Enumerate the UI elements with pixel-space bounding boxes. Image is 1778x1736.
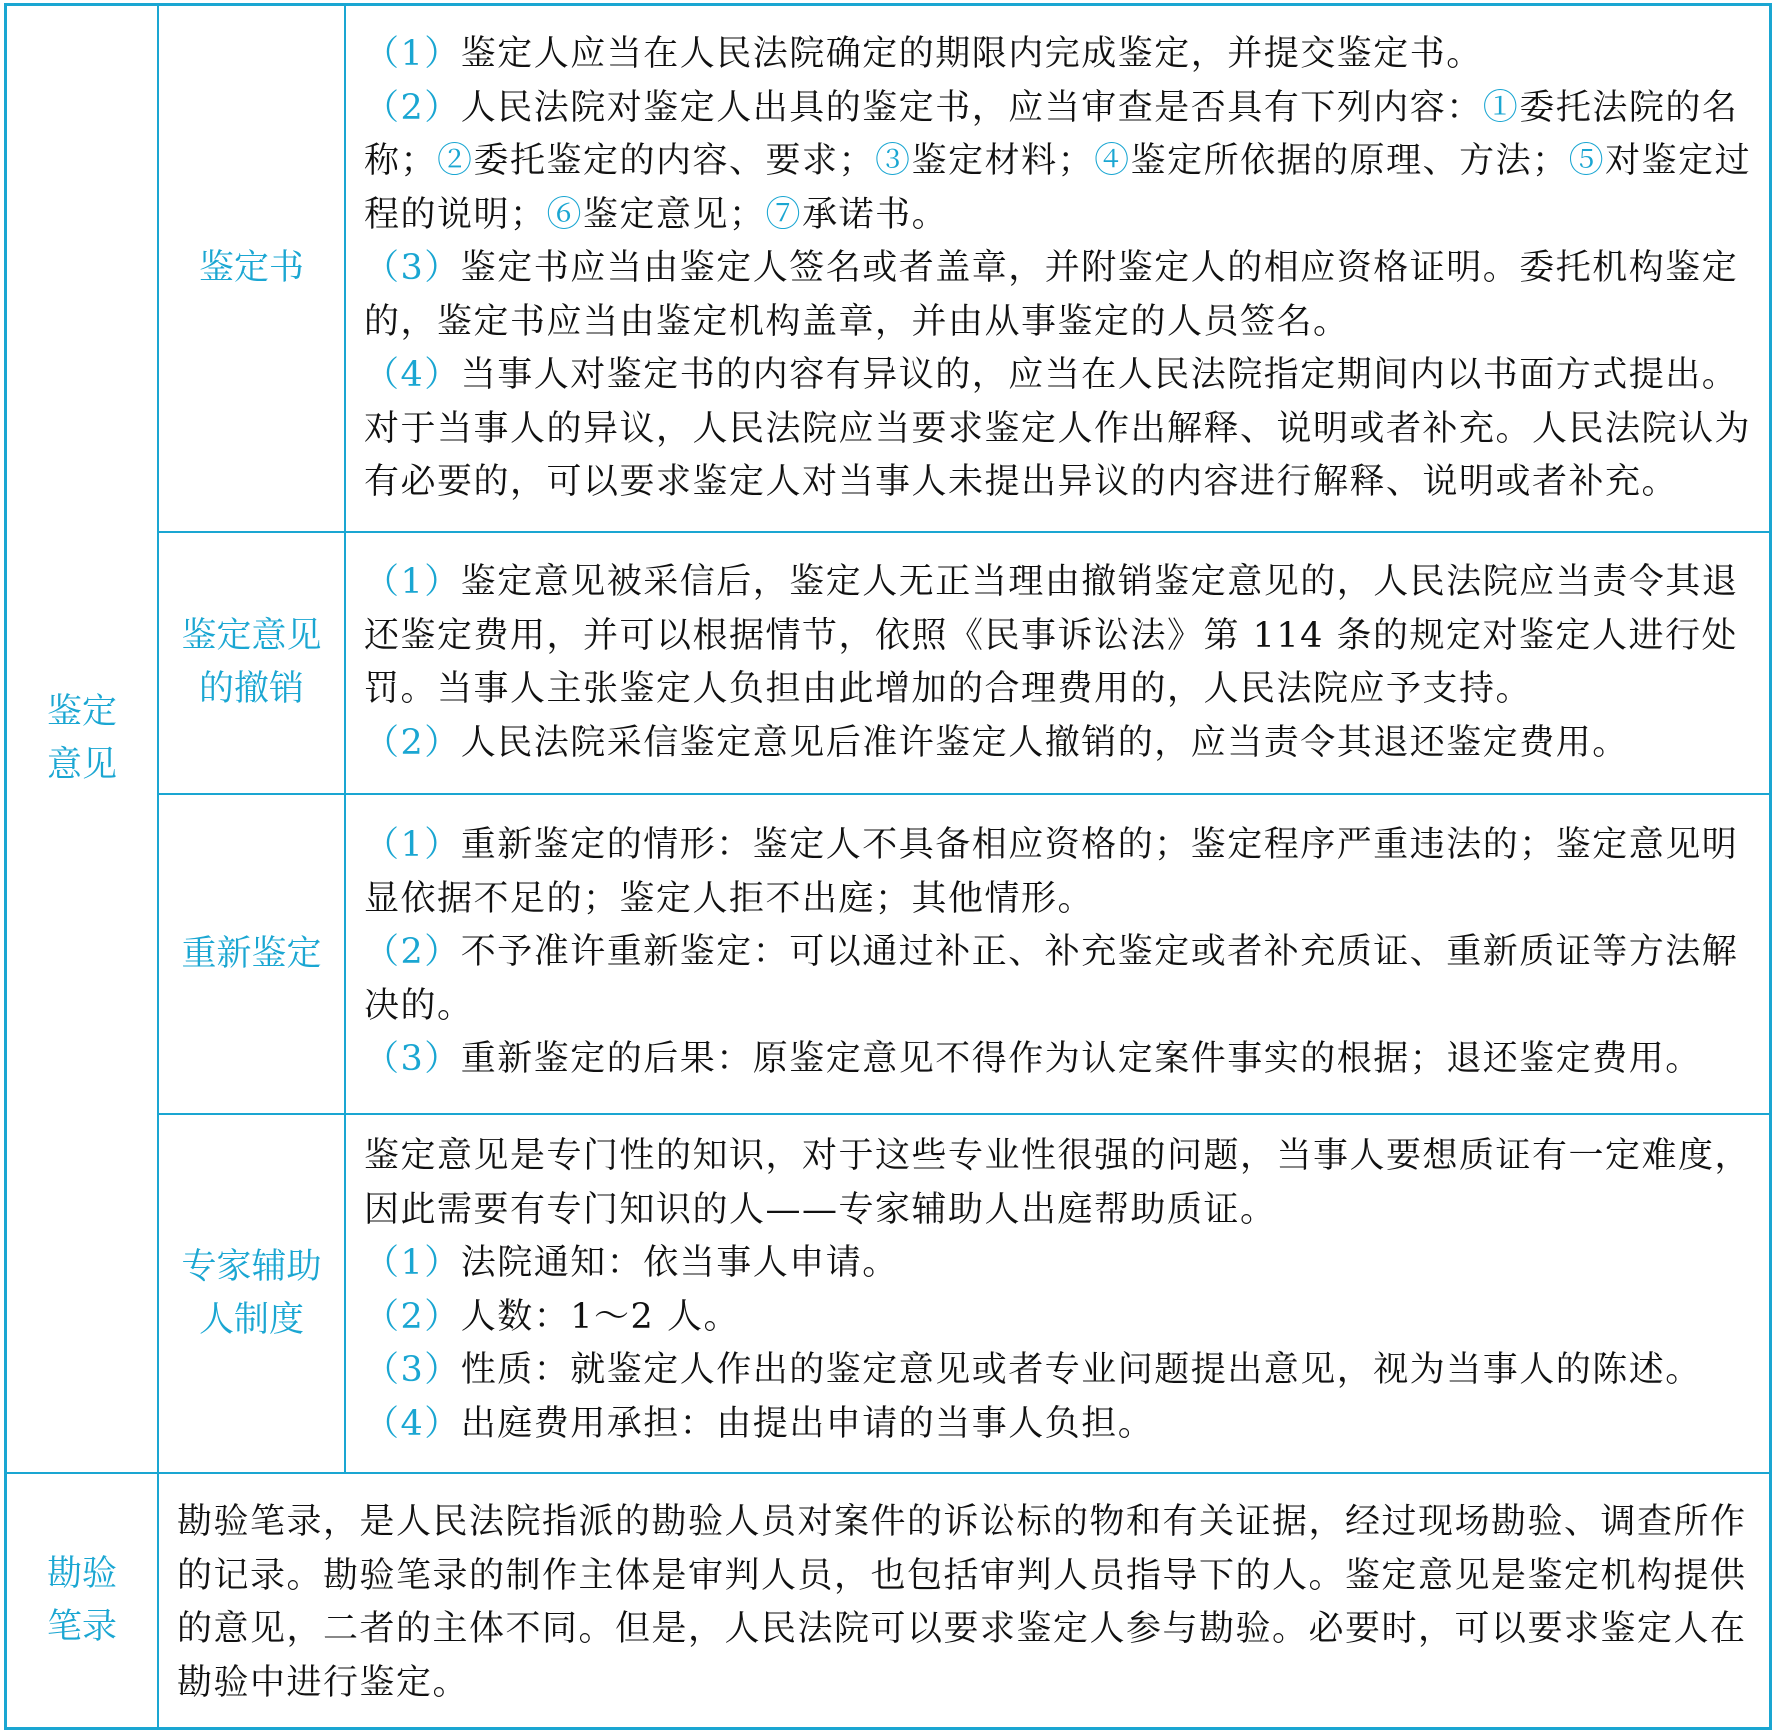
paragraph: （3）性质：就鉴定人作出的鉴定意见或者专业问题提出意见，视为当事人的陈述。	[364, 1350, 1702, 1390]
paragraph: （2）人民法院对鉴定人出具的鉴定书，应当审查是否具有下列内容：①委托法院的名称；②委托鉴定的内容、要求；③鉴定材料；④鉴定所依据的原理、方法；⑤对鉴定过程的说明；⑥鉴定意见；⑦承诺书。	[364, 87, 1752, 235]
section-content-kanyan-bilu	[177, 1496, 1758, 1710]
section-divider	[7, 1472, 1769, 1474]
row-title-chongxin-jianding: 重新鉴定	[181, 933, 322, 974]
row-divider-1	[157, 531, 1769, 533]
row-divider-3	[157, 1113, 1769, 1115]
row-title-jiandingshu: 鉴定书	[198, 248, 304, 288]
paragraph: （2）人数：1～2 人。	[364, 1296, 740, 1337]
paragraph: （1）重新鉴定的情形：鉴定人不具备相应资格的；鉴定程序严重违法的；鉴定意见明显依据不足的；鉴定人拒不出庭；其他情形。	[364, 825, 1739, 919]
row-content-zhuanjia-fuzhuren	[364, 1130, 1758, 1451]
section-title-kanyan-bilu: 勘验 笔录	[46, 1553, 117, 1647]
col-divider-1-lower	[157, 1472, 159, 1727]
row-divider-2	[157, 793, 1769, 795]
paragraph: （2）人民法院采信鉴定意见后准许鉴定人撤销的，应当责令其退还鉴定费用。	[364, 722, 1629, 763]
paragraph: （1）法院通知：依当事人申请。	[364, 1243, 899, 1283]
paragraph: （3）鉴定书应当由鉴定人签名或者盖章，并附鉴定人的相应资格证明。委托机构鉴定的，鉴定书应当由鉴定机构盖章，并由从事鉴定的人员签名。	[364, 248, 1739, 342]
paragraph: （1）鉴定意见被采信后，鉴定人无正当理由撤销鉴定意见的，人民法院应当责令其退还鉴定费用，并可以根据情节，依照《民事诉讼法》第 114 条的规定对鉴定人进行处罚。当事人主张鉴定人负担由此增加的合理费用的，人民法院应予支持。	[364, 562, 1739, 709]
paragraph: （4）当事人对鉴定书的内容有异议的，应当在人民法院指定期间内以书面方式提出。对于当事人的异议，人民法院应当要求鉴定人作出解释、说明或者补充。人民法院认为有必要的，可以要求鉴定人对当事人未提出异议的内容进行解释、说明或者补充。	[364, 355, 1752, 502]
row-content-chexiao	[364, 556, 1758, 770]
col-divider-2	[344, 6, 346, 1472]
paragraph: 勘验笔录，是人民法院指派的勘验人员对案件的诉讼标的物和有关证据，经过现场勘验、调查所作的记录。勘验笔录的制作主体是审判人员，也包括审判人员指导下的人。鉴定意见是鉴定机构提供的意见，二者的主体不同。但是，人民法院可以要求鉴定人参与勘验。必要时，可以要求鉴定人在勘验中进行鉴定。	[177, 1502, 1747, 1703]
section-title-jianding-yijian: 鉴定 意见	[46, 692, 117, 785]
row-content-jiandingshu	[364, 28, 1758, 510]
paragraph: （1）鉴定人应当在人民法院确定的期限内完成鉴定，并提交鉴定书。	[364, 34, 1483, 74]
evidence-table	[4, 3, 1772, 1730]
paragraph: 鉴定意见是专门性的知识，对于这些专业性很强的问题，当事人要想质证有一定难度，因此需要有专门知识的人——专家辅助人出庭帮助质证。	[364, 1136, 1752, 1230]
row-content-chongxin-jianding	[364, 819, 1758, 1087]
row-title-zhuanjia-fuzhuren: 专家辅助 人制度	[181, 1246, 322, 1340]
paragraph: （2）不予准许重新鉴定：可以通过补正、补充鉴定或者补充质证、重新质证等方法解决的。	[364, 932, 1739, 1026]
row-title-chexiao: 鉴定意见 的撤销	[181, 616, 322, 709]
paragraph: （4）出庭费用承担：由提出申请的当事人负担。	[364, 1403, 1155, 1444]
paragraph: （3）重新鉴定的后果：原鉴定意见不得作为认定案件事实的根据；退还鉴定费用。	[364, 1039, 1702, 1079]
